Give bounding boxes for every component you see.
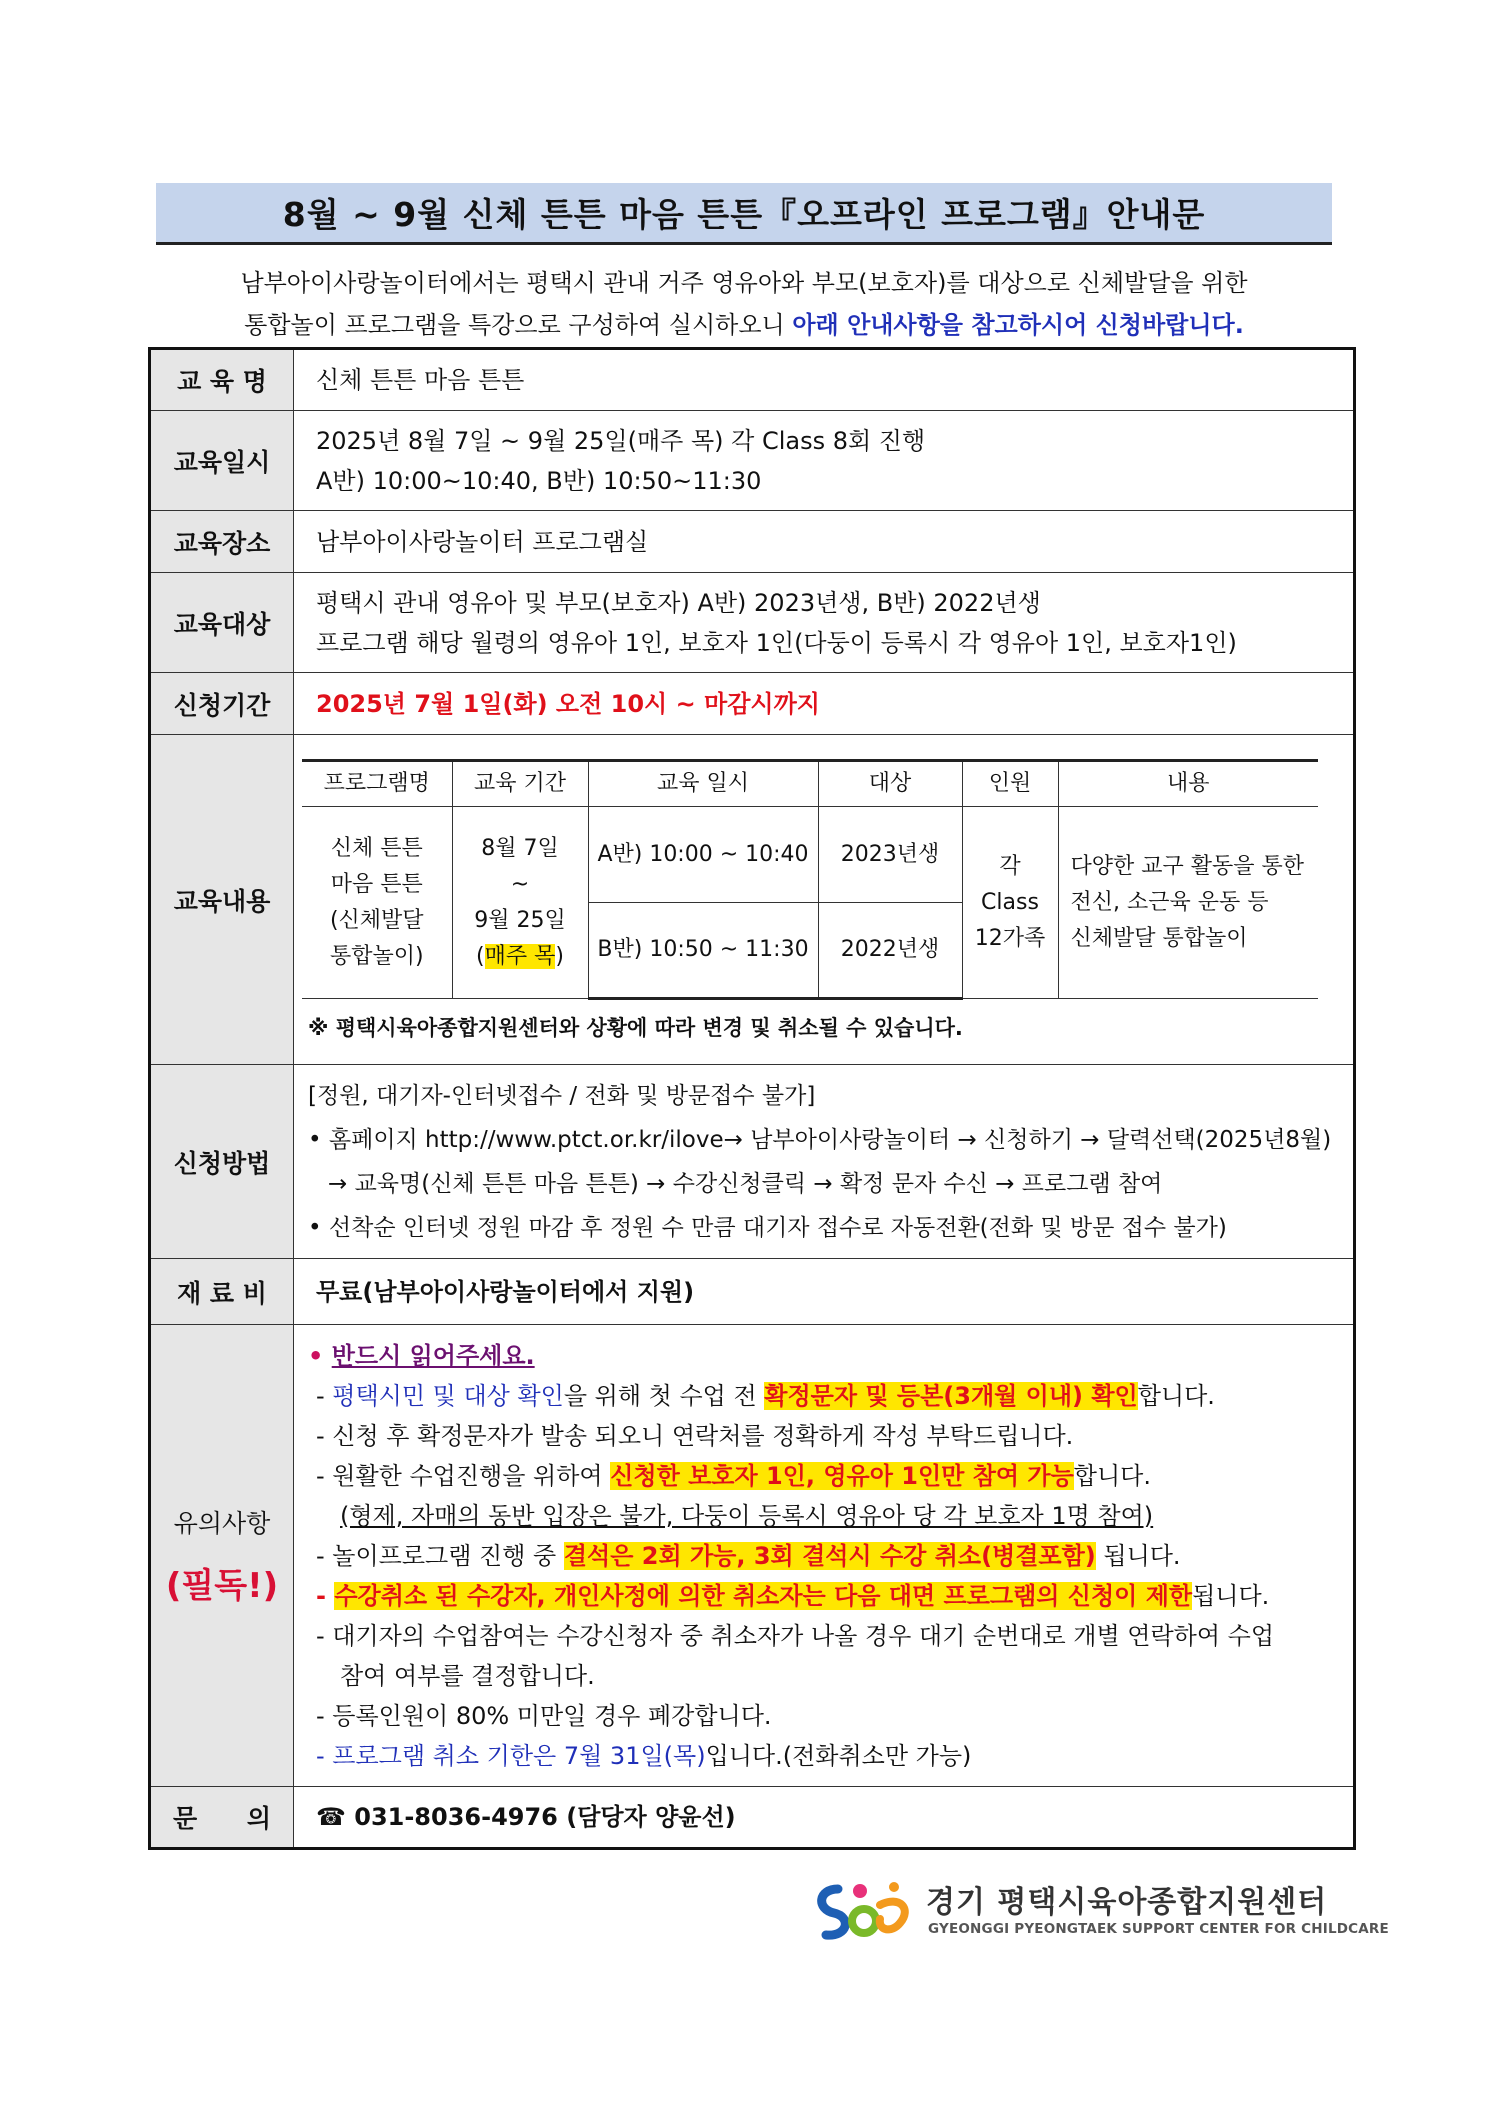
must-read-label: (필독!) (165, 1566, 279, 1606)
row-fee (150, 1259, 1355, 1325)
value-place: 남부아이사랑놀이터 프로그램실 (294, 511, 1355, 573)
label-place: 교육장소 (150, 511, 294, 573)
label-caution: 유의사항 (필독!) (150, 1325, 294, 1787)
caution-item-6: - 대기자의 수업참여는 수강신청자 중 취소자가 나올 경우 대기 순번대로 개별 연락하여 수업 (316, 1621, 1275, 1650)
row-contact (150, 1787, 1355, 1849)
caution-item-3: - 원활한 수업진행을 위하여 신청한 보호자 1인, 영유아 1인만 참여 가능합니다. (316, 1461, 1151, 1490)
cell-people: 각 Class 12가족 (962, 807, 1058, 999)
value-date: 2025년 8월 7일 ~ 9월 25일(매주 목) 각 Class 8회 진행 A반) 10:00~10:40, B반) 10:50~11:30 (294, 411, 1355, 511)
label-date: 교육일시 (150, 411, 294, 511)
caution-item-5: - 수강취소 된 수강자, 개인사정에 의한 취소자는 다음 대면 프로그램의 신청이 제한됩니다. (316, 1581, 1270, 1610)
intro-line-2: 통합놀이 프로그램을 특강으로 구성하여 실시하오니 아래 안내사항을 참고하시어 신청바랍니다. (244, 311, 1244, 339)
label-name: 교 육 명 (150, 349, 294, 411)
center-english-name: GYEONGGI PYEONGTAEK SUPPORT CENTER FOR CHILDCARE (928, 1921, 1389, 1937)
page-title: 8월 ~ 9월 신체 튼튼 마음 튼튼『오프라인 프로그램』안내문 (282, 195, 1206, 234)
row-content (150, 735, 1355, 1065)
program-table (302, 759, 1318, 1000)
cell-time-b: B반) 10:50 ~ 11:30 (588, 903, 818, 999)
program-table-header (302, 761, 1318, 807)
header-time: 교육 일시 (588, 761, 818, 807)
caution-item-3-sub: (형제, 자매의 동반 입장은 불가, 다둥이 등록시 영유아 당 각 보호자 1명 참여) (340, 1501, 1154, 1530)
info-table (148, 347, 1356, 1850)
caution-item-8: - 프로그램 취소 기한은 7월 31일(목)입니다.(전화취소만 가능) (316, 1741, 972, 1770)
caution-item-1: - 평택시민 및 대상 확인을 위해 첫 수업 전 확정문자 및 등본(3개월 이내) 확인합니다. (316, 1381, 1215, 1410)
header-target: 대상 (818, 761, 962, 807)
row-period (150, 673, 1355, 735)
cell-target-b: 2022년생 (818, 903, 962, 999)
intro-highlight: 아래 안내사항을 참고하시어 신청바랍니다. (792, 311, 1244, 339)
row-target (150, 573, 1355, 673)
header-people: 인원 (962, 761, 1058, 807)
cell-target-a: 2023년생 (818, 807, 962, 903)
label-contact: 문 의 (150, 1787, 294, 1849)
value-fee: 무료(남부아이사랑놀이터에서 지원) (294, 1259, 1355, 1325)
label-method: 신청방법 (150, 1065, 294, 1259)
cell-time-a: A반) 10:00 ~ 10:40 (588, 807, 818, 903)
caution-item-6-sub: 참여 여부를 결정합니다. (340, 1661, 595, 1690)
intro-text (156, 262, 1332, 346)
row-caution (150, 1325, 1355, 1787)
center-logo-icon (808, 1875, 918, 1947)
header-desc: 내용 (1058, 761, 1318, 807)
value-method: [정원, 대기자-인터넷접수 / 전화 및 방문접수 불가] • 홈페이지 http://www.ptct.or.kr/ilove→ 남부아이사랑놀이터 → 신청하기 → 달력선택(2025년8월) → 교육명(신체 튼튼 마음 튼튼) → 수강신청클릭 → 확정 문자 수신 → 프로그램 참여 • 선착순 인터넷 정원 마감 후 정원 수 만큼 대기자 접수로 자동전환(전화 및 방문 접수 불가) (294, 1065, 1355, 1259)
value-target: 평택시 관내 영유아 및 부모(보호자) A반) 2023년생, B반) 2022년생 프로그램 해당 월령의 영유아 1인, 보호자 1인(다둥이 등록시 각 영유아 1인, 보호자1인) (294, 573, 1355, 673)
label-target: 교육대상 (150, 573, 294, 673)
header-program: 프로그램명 (302, 761, 452, 807)
caution-item-2: - 신청 후 확정문자가 발송 되오니 연락처를 정확하게 작성 부탁드립니다. (316, 1421, 1074, 1450)
row-name (150, 349, 1355, 411)
cell-program: 신체 튼튼 마음 튼튼 (신체발달 통합놀이) (302, 807, 452, 999)
header-period: 교육 기간 (452, 761, 588, 807)
label-content: 교육내용 (150, 735, 294, 1065)
caution-head: • 반드시 읽어주세요. (308, 1341, 535, 1370)
row-place (150, 511, 1355, 573)
caution-item-7: - 등록인원이 80% 미만일 경우 폐강합니다. (316, 1701, 772, 1730)
value-period: 2025년 7월 1일(화) 오전 10시 ~ 마감시까지 (294, 673, 1355, 735)
intro-line-1: 남부아이사랑놀이터에서는 평택시 관내 거주 영유아와 부모(보호자)를 대상으로 신체발달을 위한 (240, 269, 1248, 297)
value-caution (294, 1325, 1355, 1787)
weekly-thursday-highlight: 매주 목 (484, 943, 556, 969)
title-bar (156, 183, 1332, 245)
value-content (294, 735, 1355, 1065)
center-name: 경기 평택시육아종합지원센터 (926, 1885, 1328, 1920)
row-method (150, 1065, 1355, 1259)
label-period: 신청기간 (150, 673, 294, 735)
value-contact: ☎ 031-8036-4976 (담당자 양윤선) (294, 1787, 1355, 1849)
cell-period: 8월 7일 ~ 9월 25일 (매주 목) (452, 807, 588, 999)
program-row-a (302, 807, 1318, 903)
content-note: ※ 평택시육아종합지원센터와 상황에 따라 변경 및 취소될 수 있습니다. (308, 1016, 963, 1040)
cell-desc: 다양한 교구 활동을 통한 전신, 소근육 운동 등 신체발달 통합놀이 (1058, 807, 1318, 999)
value-name: 신체 튼튼 마음 튼튼 (294, 349, 1355, 411)
caution-item-4: - 놀이프로그램 진행 중 결석은 2회 가능, 3회 결석시 수강 취소(병결포함) 됩니다. (316, 1541, 1181, 1570)
row-date (150, 411, 1355, 511)
label-fee: 재 료 비 (150, 1259, 294, 1325)
center-logo (808, 1875, 1389, 1947)
